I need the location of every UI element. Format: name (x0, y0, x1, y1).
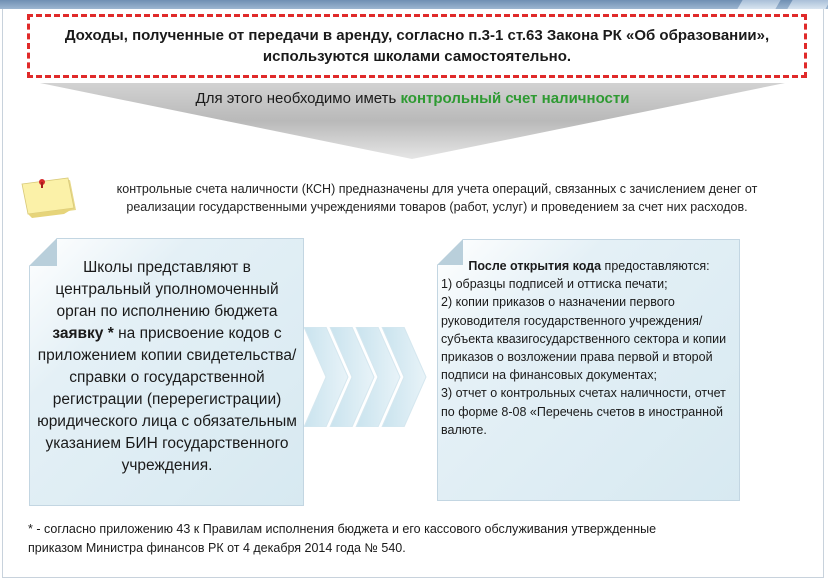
footnote (28, 520, 788, 558)
left-box-part-1: Школы представляют в центральный уполномоченный орган по исполнению бюджета (55, 259, 279, 320)
notice-line-1: Доходы, полученные от передачи в аренду, согласно п.3-1 ст.63 Закона РК «Об образовании», (64, 27, 770, 44)
right-box-text (441, 257, 737, 439)
notice-line-2: используются школами самостоятельно. (262, 48, 572, 65)
right-box-lead-bold: После открытия кода (468, 259, 602, 273)
right-box-lead (441, 257, 737, 275)
right-box-item: 2) копии приказов о назначении первого руководителя государственного учреждения/субъекта квазигосударственного сектора и копии приказов о возложении права первой и второй подписи на финансовых документах; (441, 295, 727, 383)
funnel-label (40, 90, 785, 107)
note-text (92, 180, 782, 216)
right-box-lead-rest: предоставляются: (601, 259, 710, 273)
left-box-part-2: на присвоение кодов с приложением копии свидетельства/справки о государственной регистрации (перерегистрации) юридического лица с обязательным указанием БИН государственного учреждения. (37, 325, 297, 474)
note-line-1: контрольные счета наличности (КСН) предназначены для учета операций, связанных с зачислением денег от (116, 182, 758, 196)
footnote-line-2: приказом Министра финансов РК от 4 декабря 2014 года № 540. (28, 541, 406, 555)
chevron-arrows-icon (304, 327, 432, 427)
top-bar-tab (787, 0, 828, 9)
right-box-item: 1) образцы подписей и оттиска печати; (441, 277, 668, 292)
footnote-line-1: * - согласно приложению 43 к Правилам исполнения бюджета и его кассового обслуживания утвержденные (28, 522, 657, 536)
left-box-text (36, 257, 298, 477)
note-line-2: реализации государственными учреждениями товаров (работ, услуг) и проведением за счет них расходов. (126, 200, 748, 214)
funnel-highlight: контрольный счет наличности (400, 90, 630, 107)
left-box-bold: заявку * (52, 325, 114, 342)
top-bar (0, 0, 828, 9)
funnel-text: Для этого необходимо иметь (195, 90, 401, 107)
right-box-item: 3) отчет о контрольных счетах наличности, отчет по форме 8-08 «Перечень счетов в иностранной валюте. (441, 386, 726, 437)
top-bar-tab (737, 0, 780, 9)
sticky-note-icon (20, 176, 80, 220)
notice-box (27, 14, 807, 78)
